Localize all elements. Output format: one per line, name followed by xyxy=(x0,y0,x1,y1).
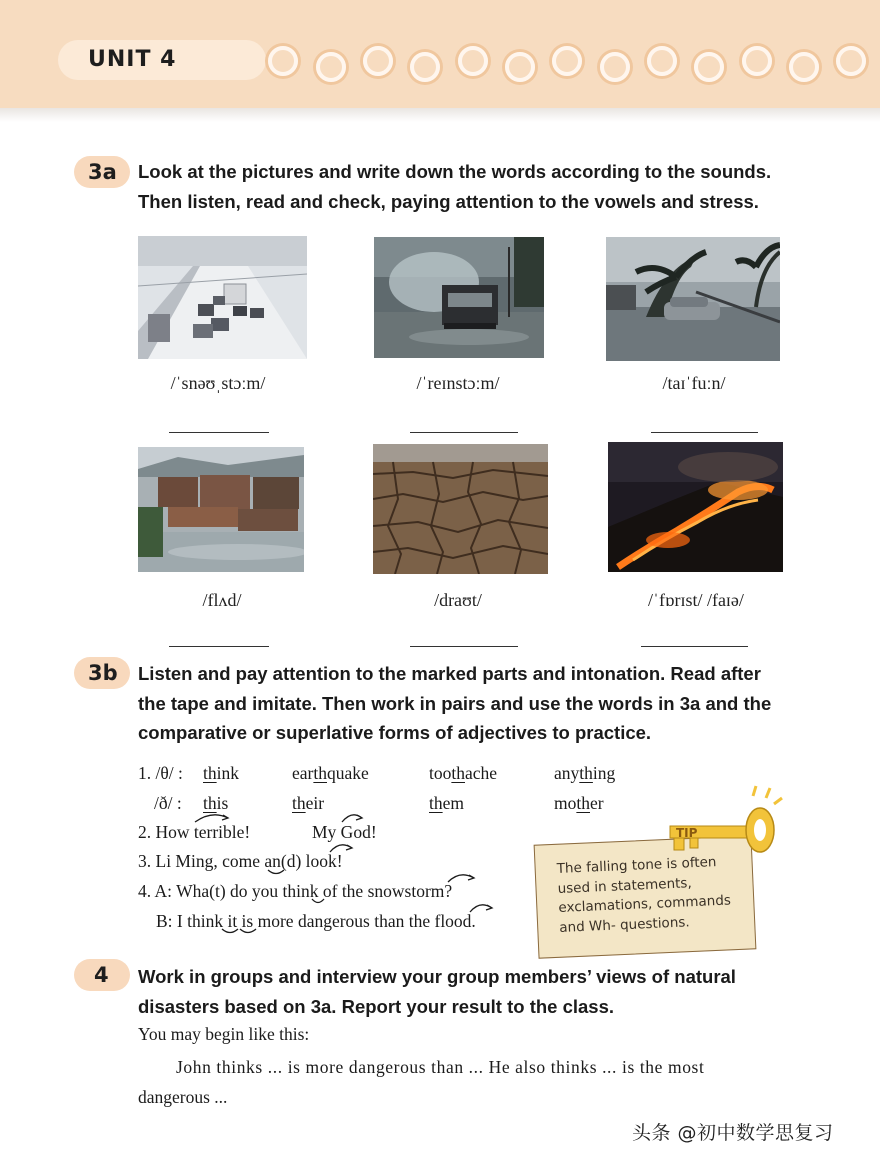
eth-prefix: /ð/ : xyxy=(154,793,182,813)
tip-text: The falling tone is often used in statements, exclamations, commands and Wh- questions. xyxy=(556,854,732,936)
word-their: their xyxy=(292,793,325,813)
exclamation-my-god: My God! xyxy=(312,822,377,842)
key-icon xyxy=(660,780,790,860)
linking-mark xyxy=(240,929,256,933)
linking-mark xyxy=(222,929,238,933)
example-line: John thinks ... is more dangerous than ... He also thinks ... is the most xyxy=(176,1057,705,1077)
section-badge-4: 4 xyxy=(74,959,130,991)
example-line: dangerous ... xyxy=(138,1087,228,1107)
word-anything: anything xyxy=(554,763,616,783)
word-think: think xyxy=(203,763,239,783)
linking-mark xyxy=(268,870,284,874)
word-earthquake: earthquake xyxy=(292,763,369,783)
exclamation-how-terrible: 2. How terrible! xyxy=(138,822,251,842)
section-badge-3a: 3a xyxy=(74,156,130,188)
sentence-li-ming: 3. Li Ming, come an(d) look! xyxy=(138,851,343,871)
tip-label: TIP xyxy=(676,826,698,840)
instruction-line: comparative or superlative forms of adjectives to practice. xyxy=(138,722,652,743)
word-toothache: toothache xyxy=(429,763,498,783)
watermark: 头条 @初中数学思复习 xyxy=(632,1122,834,1144)
prompt-text: You may begin like this: xyxy=(138,1024,310,1044)
instruction-line: Then listen, read and check, paying attention to the vowels and stress. xyxy=(138,190,759,212)
ipa-snowstorm: /ˈsnəʊˌstɔːm/ xyxy=(170,373,266,393)
section-4-instruction xyxy=(138,962,798,1021)
ipa-flood: /flʌd/ xyxy=(202,590,242,610)
word-mother: mother xyxy=(554,793,604,813)
ipa-drought: /draʊt/ xyxy=(434,590,482,610)
word-them: them xyxy=(429,793,465,813)
instruction-line: disasters based on 3a. Report your result to the class. xyxy=(138,995,615,1017)
theta-prefix: 1. /θ/ : xyxy=(138,763,183,783)
ipa-rainstorm: /ˈreɪnstɔːm/ xyxy=(416,373,500,393)
ipa-typhoon: /taɪˈfuːn/ xyxy=(662,373,726,393)
ipa-forest-fire: /ˈfɒrɪst/ /faɪə/ xyxy=(648,590,744,610)
word-this: this xyxy=(203,793,229,813)
unit-title: UNIT 4 xyxy=(58,40,266,80)
instruction-line: Listen and pay attention to the marked parts and intonation. Read after xyxy=(138,663,761,684)
instruction-line: Work in groups and interview your group members’ views of natural xyxy=(138,966,736,987)
instruction-line: the tape and imitate. Then work in pairs and use the words in 3a and the xyxy=(138,692,772,714)
sentence-b: B: I think it is more dangerous than the flood. xyxy=(156,911,476,931)
sentence-a: 4. A: Wha(t) do you think of the snowstorm? xyxy=(138,881,453,901)
section-badge-3b: 3b xyxy=(74,657,130,689)
instruction-line: Look at the pictures and write down the words according to the sounds. xyxy=(138,161,772,182)
falling-tone-arrow xyxy=(195,815,228,822)
linking-mark xyxy=(312,899,324,903)
